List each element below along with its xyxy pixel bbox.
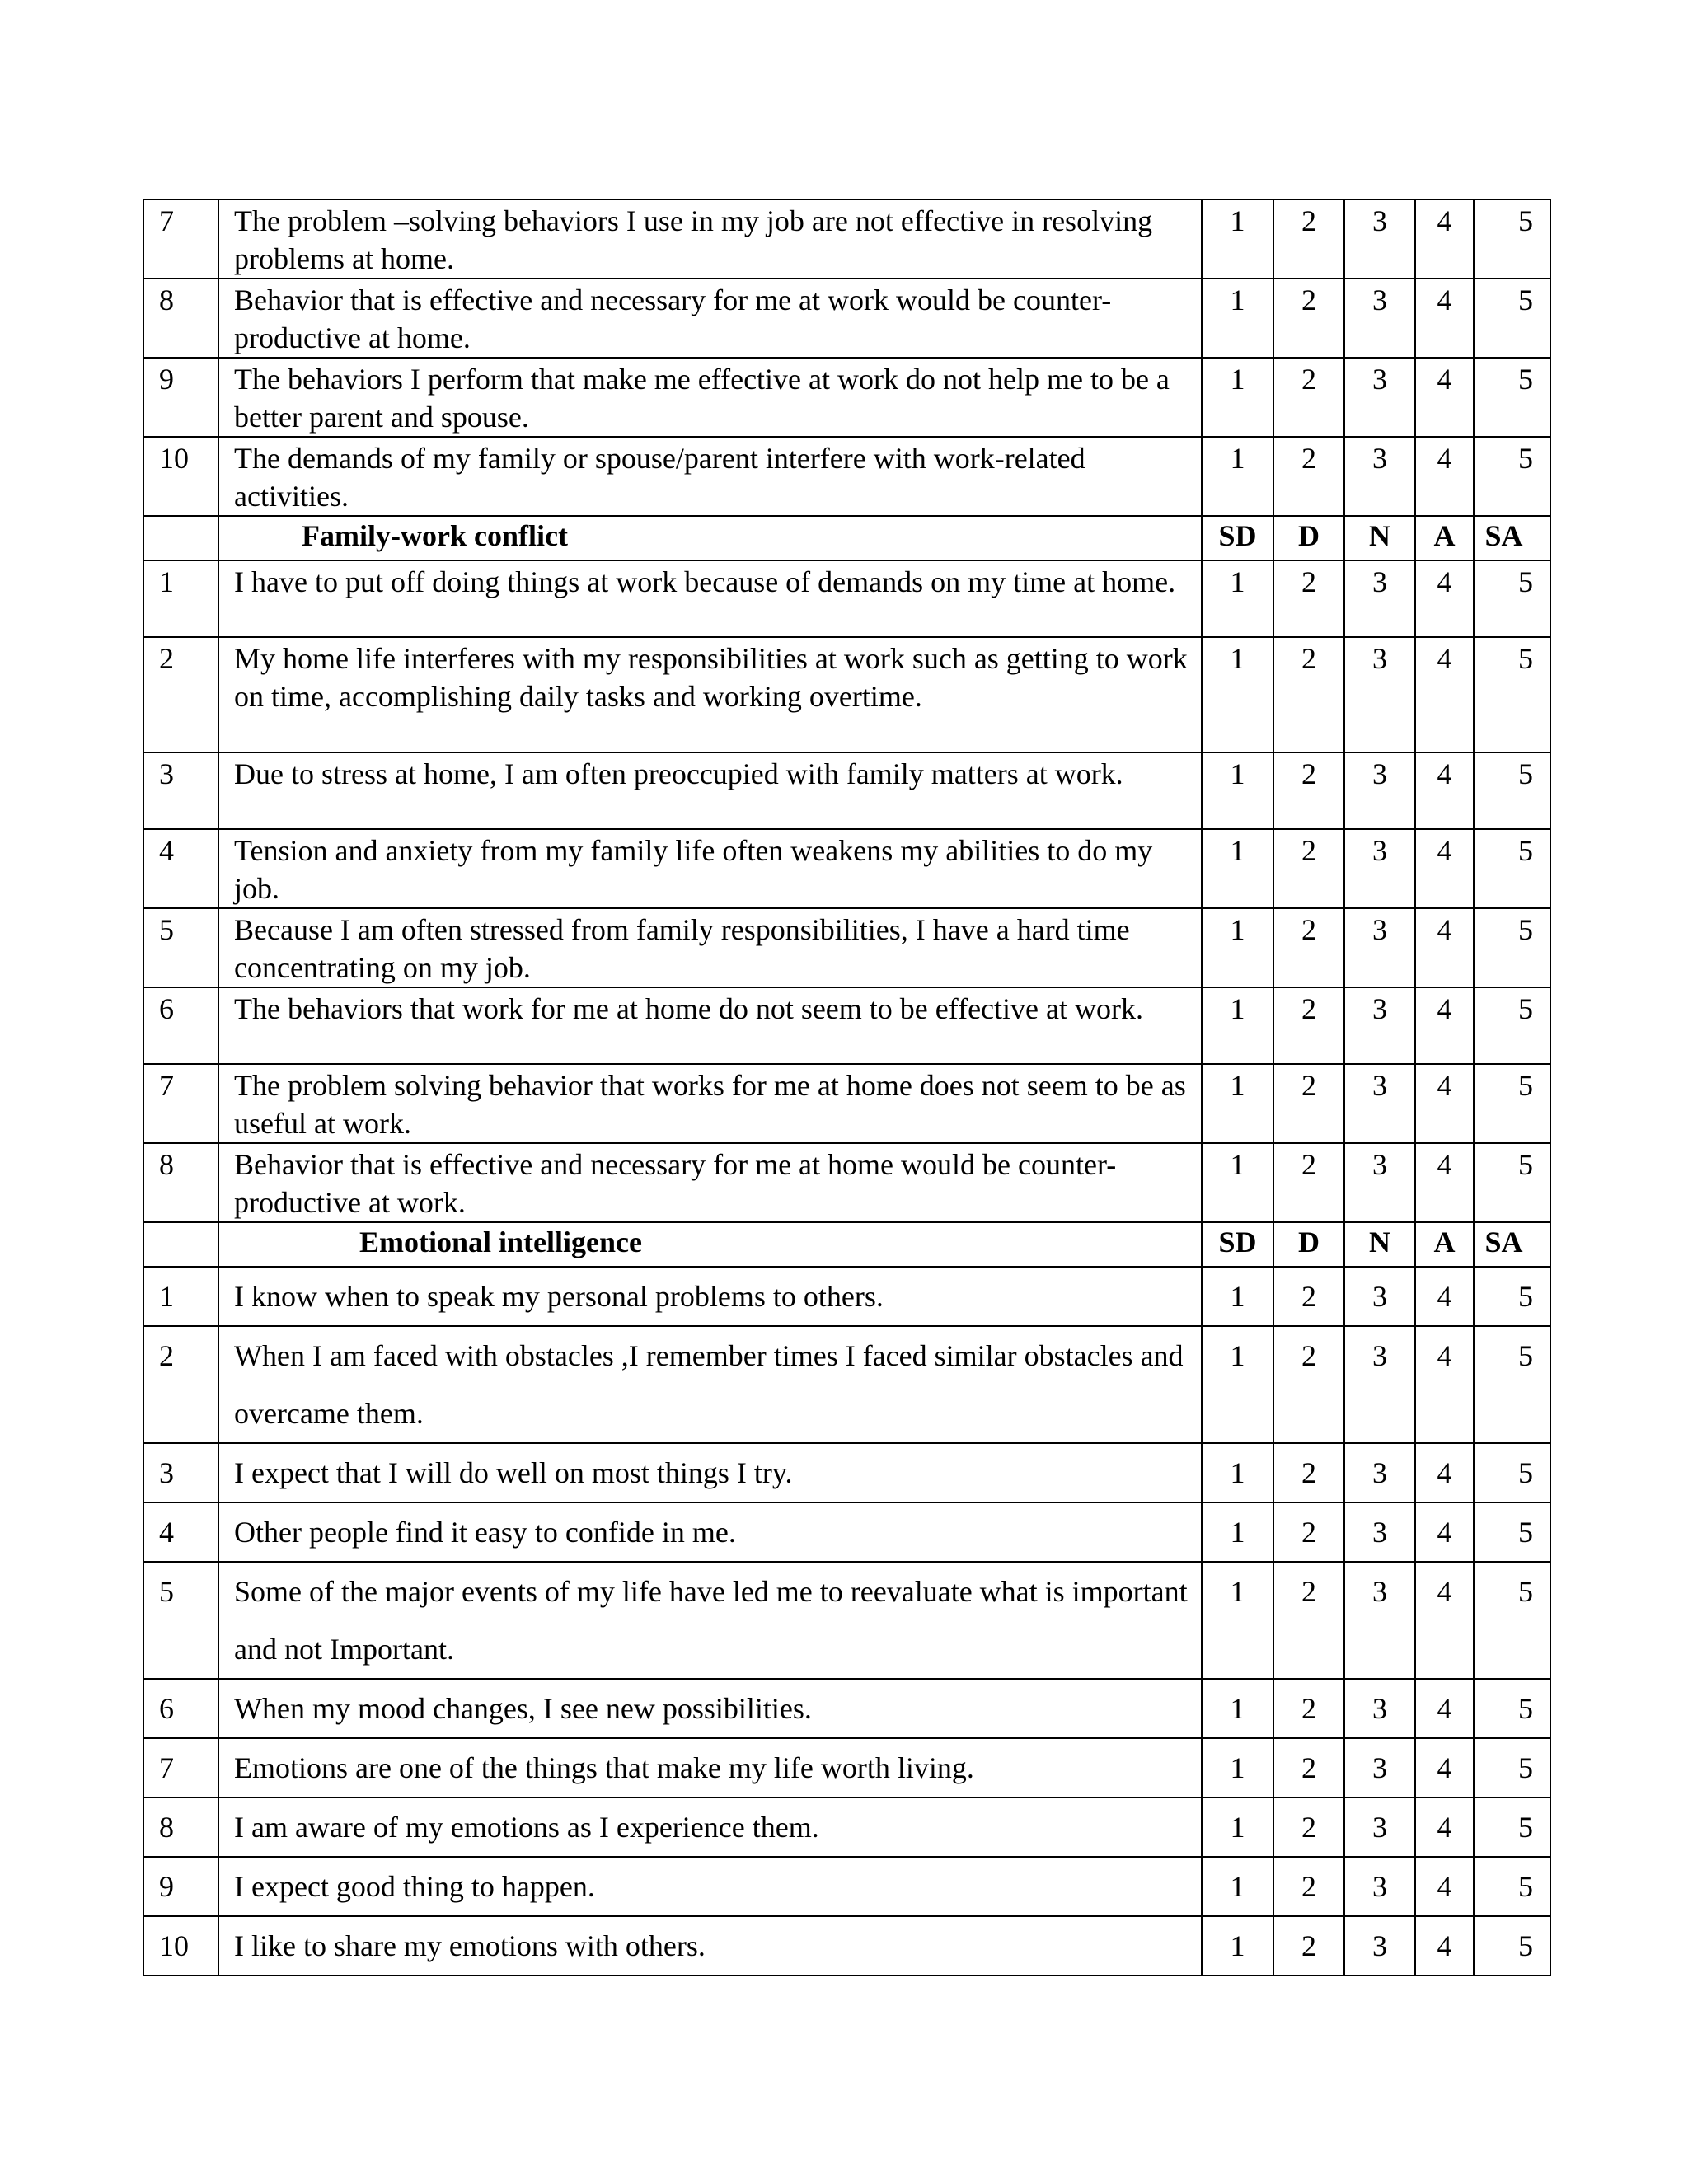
scale-option-4[interactable]: 4 [1415,358,1474,437]
scale-option-3[interactable]: 3 [1344,1064,1415,1143]
item-statement: When I am faced with obstacles ,I remember times I faced similar obstacles and overcame them. [218,1326,1202,1443]
table-row [143,1738,1550,1797]
scale-option-2[interactable]: 2 [1273,1064,1344,1143]
item-statement: Because I am often stressed from family responsibilities, I have a hard time concentrating on my job. [218,908,1202,987]
item-number: 9 [143,358,218,437]
scale-option-3[interactable]: 3 [1344,637,1415,752]
scale-option-2[interactable]: 2 [1273,908,1344,987]
item-number: 5 [143,1562,218,1679]
item-number: 7 [143,1064,218,1143]
table-row [143,437,1550,516]
scale-option-2[interactable]: 2 [1273,199,1344,279]
table-row [143,358,1550,437]
scale-option-1[interactable]: 1 [1202,1326,1273,1443]
scale-option-1[interactable]: 1 [1202,1857,1273,1916]
scale-option-5[interactable]: 5 [1474,908,1550,987]
scale-header-strongly-agree: SA [1474,516,1550,560]
scale-option-4[interactable]: 4 [1415,908,1474,987]
item-statement: I expect that I will do well on most things I try. [218,1443,1202,1502]
scale-option-4[interactable]: 4 [1415,1562,1474,1679]
scale-option-1[interactable]: 1 [1202,1738,1273,1797]
scale-option-5[interactable]: 5 [1474,829,1550,908]
table-row [143,637,1550,752]
scale-option-3[interactable]: 3 [1344,1738,1415,1797]
scale-option-2[interactable]: 2 [1273,358,1344,437]
scale-option-1[interactable]: 1 [1202,1562,1273,1679]
scale-option-5[interactable]: 5 [1474,1916,1550,1975]
scale-header-neutral: N [1344,1222,1415,1267]
scale-option-4[interactable]: 4 [1415,1797,1474,1857]
scale-option-5[interactable]: 5 [1474,752,1550,829]
item-statement: The behaviors I perform that make me effective at work do not help me to be a better parent and spouse. [218,358,1202,437]
item-number: 8 [143,279,218,358]
item-number: 7 [143,199,218,279]
scale-option-5[interactable]: 5 [1474,1857,1550,1916]
scale-option-5[interactable]: 5 [1474,637,1550,752]
item-statement: I expect good thing to happen. [218,1857,1202,1916]
scale-option-5[interactable]: 5 [1474,1797,1550,1857]
scale-option-1[interactable]: 1 [1202,1916,1273,1975]
item-number: 10 [143,437,218,516]
scale-option-3[interactable]: 3 [1344,1679,1415,1738]
item-statement: I know when to speak my personal problems to others. [218,1267,1202,1326]
scale-option-3[interactable]: 3 [1344,752,1415,829]
item-statement: Other people find it easy to confide in me. [218,1502,1202,1562]
scale-option-2[interactable]: 2 [1273,560,1344,637]
scale-header-strongly-disagree: SD [1202,516,1273,560]
scale-option-3[interactable]: 3 [1344,1857,1415,1916]
scale-option-3[interactable]: 3 [1344,987,1415,1064]
scale-option-3[interactable]: 3 [1344,1916,1415,1975]
scale-option-3[interactable]: 3 [1344,1562,1415,1679]
scale-option-5[interactable]: 5 [1474,560,1550,637]
scale-option-3[interactable]: 3 [1344,1143,1415,1222]
scale-option-2[interactable]: 2 [1273,1679,1344,1738]
scale-option-3[interactable]: 3 [1344,437,1415,516]
table-row [143,1143,1550,1222]
section-title-emotional-intelligence: Emotional intelligence [218,1222,1202,1267]
scale-option-2[interactable]: 2 [1273,1562,1344,1679]
empty-cell [143,516,218,560]
scale-option-1[interactable]: 1 [1202,358,1273,437]
scale-option-3[interactable]: 3 [1344,358,1415,437]
scale-header-strongly-agree: SA [1474,1222,1550,1267]
item-number: 1 [143,560,218,637]
scale-option-5[interactable]: 5 [1474,1562,1550,1679]
scale-option-4[interactable]: 4 [1415,560,1474,637]
scale-option-4[interactable]: 4 [1415,437,1474,516]
item-statement: When my mood changes, I see new possibilities. [218,1679,1202,1738]
item-statement: Due to stress at home, I am often preoccupied with family matters at work. [218,752,1202,829]
item-number: 5 [143,908,218,987]
empty-cell [143,1222,218,1267]
scale-option-2[interactable]: 2 [1273,279,1344,358]
scale-option-1[interactable]: 1 [1202,908,1273,987]
item-number: 7 [143,1738,218,1797]
table-row [143,1267,1550,1326]
scale-option-1[interactable]: 1 [1202,437,1273,516]
scale-option-3[interactable]: 3 [1344,1267,1415,1326]
scale-option-3[interactable]: 3 [1344,829,1415,908]
scale-option-5[interactable]: 5 [1474,1267,1550,1326]
table-row [143,1064,1550,1143]
scale-option-4[interactable]: 4 [1415,1857,1474,1916]
scale-option-4[interactable]: 4 [1415,1679,1474,1738]
scale-option-4[interactable]: 4 [1415,752,1474,829]
item-number: 10 [143,1916,218,1975]
item-statement: Emotions are one of the things that make my life worth living. [218,1738,1202,1797]
section-header-row [143,516,1550,560]
scale-header-neutral: N [1344,516,1415,560]
scale-option-1[interactable]: 1 [1202,199,1273,279]
scale-option-4[interactable]: 4 [1415,1916,1474,1975]
scale-option-1[interactable]: 1 [1202,1143,1273,1222]
scale-option-4[interactable]: 4 [1415,1267,1474,1326]
scale-option-4[interactable]: 4 [1415,1326,1474,1443]
scale-option-3[interactable]: 3 [1344,560,1415,637]
scale-option-1[interactable]: 1 [1202,1502,1273,1562]
table-row [143,1562,1550,1679]
scale-option-1[interactable]: 1 [1202,637,1273,752]
scale-option-5[interactable]: 5 [1474,1443,1550,1502]
scale-option-1[interactable]: 1 [1202,752,1273,829]
scale-option-4[interactable]: 4 [1415,637,1474,752]
scale-option-5[interactable]: 5 [1474,1679,1550,1738]
item-number: 2 [143,1326,218,1443]
table-row [143,560,1550,637]
scale-option-4[interactable]: 4 [1415,1502,1474,1562]
item-statement: My home life interferes with my responsibilities at work such as getting to work on time, accomplishing daily tasks and working overtime. [218,637,1202,752]
table-row [143,199,1550,279]
item-number: 3 [143,1443,218,1502]
item-statement: I like to share my emotions with others. [218,1916,1202,1975]
scale-option-2[interactable]: 2 [1273,752,1344,829]
item-statement: The demands of my family or spouse/parent interfere with work-related activities. [218,437,1202,516]
table-row [143,1326,1550,1443]
scale-option-2[interactable]: 2 [1273,1443,1344,1502]
item-number: 8 [143,1797,218,1857]
scale-option-5[interactable]: 5 [1474,437,1550,516]
scale-option-4[interactable]: 4 [1415,1443,1474,1502]
item-number: 9 [143,1857,218,1916]
scale-option-4[interactable]: 4 [1415,1064,1474,1143]
item-statement: Behavior that is effective and necessary for me at work would be counter-productive at home. [218,279,1202,358]
table-row [143,752,1550,829]
item-number: 6 [143,987,218,1064]
scale-header-agree: A [1415,1222,1474,1267]
table-row [143,1916,1550,1975]
scale-option-1[interactable]: 1 [1202,1443,1273,1502]
scale-option-3[interactable]: 3 [1344,279,1415,358]
scale-option-2[interactable]: 2 [1273,437,1344,516]
item-number: 3 [143,752,218,829]
item-statement: Some of the major events of my life have led me to reevaluate what is important and not Important. [218,1562,1202,1679]
scale-header-strongly-disagree: SD [1202,1222,1273,1267]
scale-header-disagree: D [1273,516,1344,560]
scale-option-4[interactable]: 4 [1415,279,1474,358]
scale-option-1[interactable]: 1 [1202,560,1273,637]
scale-option-5[interactable]: 5 [1474,199,1550,279]
item-statement: I am aware of my emotions as I experience them. [218,1797,1202,1857]
questionnaire-table [143,199,1551,1976]
scale-option-3[interactable]: 3 [1344,908,1415,987]
scale-option-5[interactable]: 5 [1474,987,1550,1064]
scale-option-1[interactable]: 1 [1202,1267,1273,1326]
scale-option-2[interactable]: 2 [1273,1502,1344,1562]
scale-option-5[interactable]: 5 [1474,1064,1550,1143]
table-row [143,1443,1550,1502]
scale-option-2[interactable]: 2 [1273,1267,1344,1326]
scale-option-2[interactable]: 2 [1273,1738,1344,1797]
scale-option-5[interactable]: 5 [1474,1326,1550,1443]
scale-option-4[interactable]: 4 [1415,829,1474,908]
scale-option-4[interactable]: 4 [1415,1738,1474,1797]
scale-option-1[interactable]: 1 [1202,987,1273,1064]
scale-header-disagree: D [1273,1222,1344,1267]
scale-option-1[interactable]: 1 [1202,1797,1273,1857]
scale-option-5[interactable]: 5 [1474,1738,1550,1797]
item-number: 1 [143,1267,218,1326]
item-statement: I have to put off doing things at work because of demands on my time at home. [218,560,1202,637]
item-number: 6 [143,1679,218,1738]
item-statement: The problem solving behavior that works for me at home does not seem to be as useful at work. [218,1064,1202,1143]
section-title-family-work-conflict: Family-work conflict [218,516,1202,560]
item-statement: Behavior that is effective and necessary for me at home would be counter-productive at work. [218,1143,1202,1222]
section-header-row [143,1222,1550,1267]
scale-option-4[interactable]: 4 [1415,199,1474,279]
table-row [143,908,1550,987]
scale-option-2[interactable]: 2 [1273,1916,1344,1975]
scale-option-4[interactable]: 4 [1415,987,1474,1064]
scale-option-5[interactable]: 5 [1474,358,1550,437]
scale-option-2[interactable]: 2 [1273,1326,1344,1443]
item-number: 4 [143,829,218,908]
scale-option-1[interactable]: 1 [1202,1064,1273,1143]
questionnaire-body [143,199,1550,1975]
table-row [143,987,1550,1064]
scale-option-3[interactable]: 3 [1344,1326,1415,1443]
scale-option-5[interactable]: 5 [1474,1502,1550,1562]
item-number: 8 [143,1143,218,1222]
scale-option-1[interactable]: 1 [1202,279,1273,358]
scale-option-4[interactable]: 4 [1415,1143,1474,1222]
scale-option-2[interactable]: 2 [1273,1143,1344,1222]
scale-option-2[interactable]: 2 [1273,829,1344,908]
scale-option-1[interactable]: 1 [1202,1679,1273,1738]
scale-header-agree: A [1415,516,1474,560]
item-number: 4 [143,1502,218,1562]
item-statement: The behaviors that work for me at home do not seem to be effective at work. [218,987,1202,1064]
scale-option-5[interactable]: 5 [1474,279,1550,358]
item-number: 2 [143,637,218,752]
scale-option-2[interactable]: 2 [1273,1797,1344,1857]
scale-option-2[interactable]: 2 [1273,1857,1344,1916]
scale-option-3[interactable]: 3 [1344,1502,1415,1562]
scale-option-3[interactable]: 3 [1344,1443,1415,1502]
scale-option-5[interactable]: 5 [1474,1143,1550,1222]
table-row [143,829,1550,908]
scale-option-2[interactable]: 2 [1273,987,1344,1064]
table-row [143,1797,1550,1857]
item-statement: Tension and anxiety from my family life often weakens my abilities to do my job. [218,829,1202,908]
table-row [143,1857,1550,1916]
scale-option-1[interactable]: 1 [1202,829,1273,908]
table-row [143,279,1550,358]
item-statement: The problem –solving behaviors I use in my job are not effective in resolving problems at home. [218,199,1202,279]
table-row [143,1502,1550,1562]
table-row [143,1679,1550,1738]
scale-option-2[interactable]: 2 [1273,637,1344,752]
scale-option-3[interactable]: 3 [1344,199,1415,279]
scale-option-3[interactable]: 3 [1344,1797,1415,1857]
